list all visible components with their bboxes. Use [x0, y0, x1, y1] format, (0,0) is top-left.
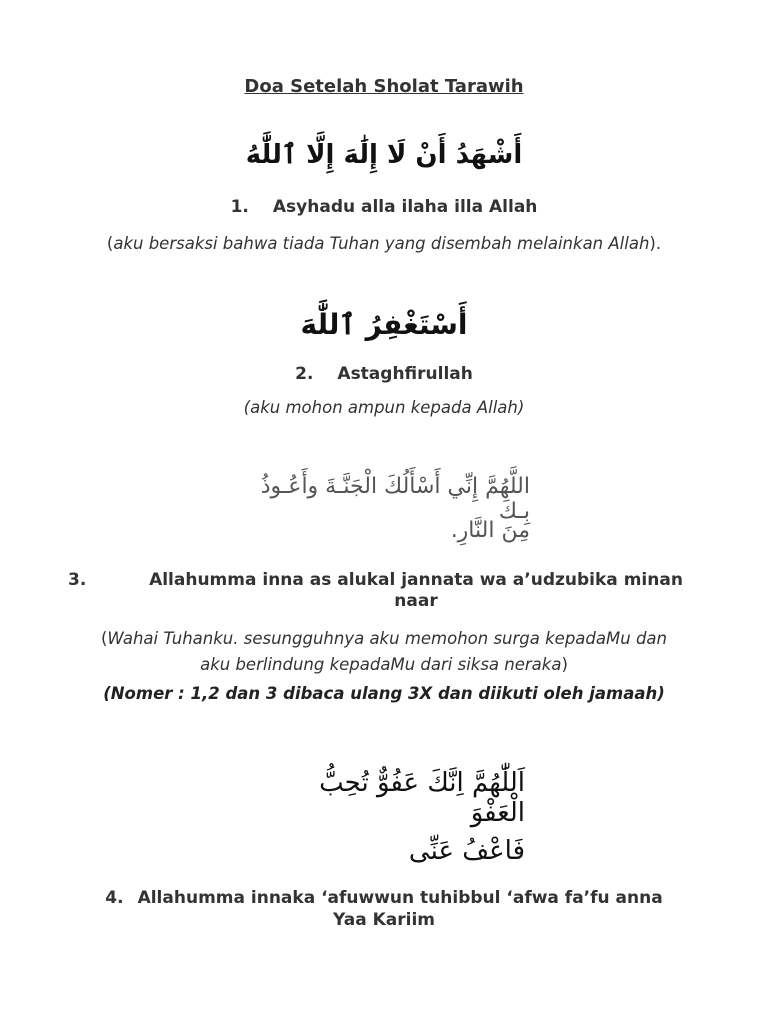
latin-line-2 [0, 364, 768, 384]
item-number-1: 1. [230, 197, 249, 217]
item-number-2: 2. [295, 364, 314, 384]
item-number-4: 4. [105, 888, 124, 908]
translation-3-close: ) [561, 655, 568, 674]
item-number-3: 3. [68, 570, 87, 590]
translation-3-text: Wahai Tuhanku. sesungguhnya aku memohon surga kepadaMu dan aku berlindung kepadaMu dari siksa neraka [107, 629, 667, 674]
latin-line-4 [100, 887, 668, 931]
translation-1-close: ). [649, 234, 662, 253]
document-title: Doa Setelah Sholat Tarawih [244, 76, 524, 97]
latin-text-3: Allahumma inna as alukal jannata wa a’udzubika minan naar [149, 570, 683, 611]
latin-text-2: Astaghfirullah [337, 364, 473, 384]
arabic-text-3-line-1: اللَّهُمَّ إِنِّي أَسْأَلُكَ الْجَنَّـةَ وأَعُـوذُ بِـكَ [260, 474, 530, 524]
arabic-text-4-line-1: اَللّٰهُمَّ اِنَّكَ عَفُوٌّ تُحِبُّ الْعَفْوَ [319, 768, 525, 828]
repeat-note: (Nomer : 1,2 dan 3 dibaca ulang 3X dan diikuti oleh jamaah) [103, 684, 665, 703]
translation-1-open: ( [106, 234, 114, 253]
translation-3 [84, 626, 684, 678]
latin-text-4: Allahumma innaka ‘afuwwun tuhibbul ‘afwa fa’fu anna Yaa Kariim [137, 888, 663, 930]
latin-text-1: Asyhadu alla ilaha illa Allah [272, 197, 538, 217]
arabic-text-2: أَسْتَغْفِرُ ٱللَّٰهَ [300, 308, 468, 341]
arabic-text-3-line-2: مِنَ النَّارِ. [450, 518, 530, 543]
translation-2: (aku mohon ampun kepada Allah) [243, 398, 525, 417]
arabic-text-4-line-2: فَاعْفُ عَنِّى [408, 836, 525, 866]
latin-line-1 [0, 197, 768, 217]
latin-line-3 [68, 570, 708, 612]
arabic-text-1: أَشْهَدُ أَنْ لَا إِلَٰهَ إِلَّا ٱللَّٰهُ [245, 140, 523, 170]
translation-1 [0, 234, 768, 253]
translation-3-open: ( [100, 629, 108, 648]
translation-1-text: aku bersaksi bahwa tiada Tuhan yang disembah melainkan Allah [113, 234, 650, 253]
